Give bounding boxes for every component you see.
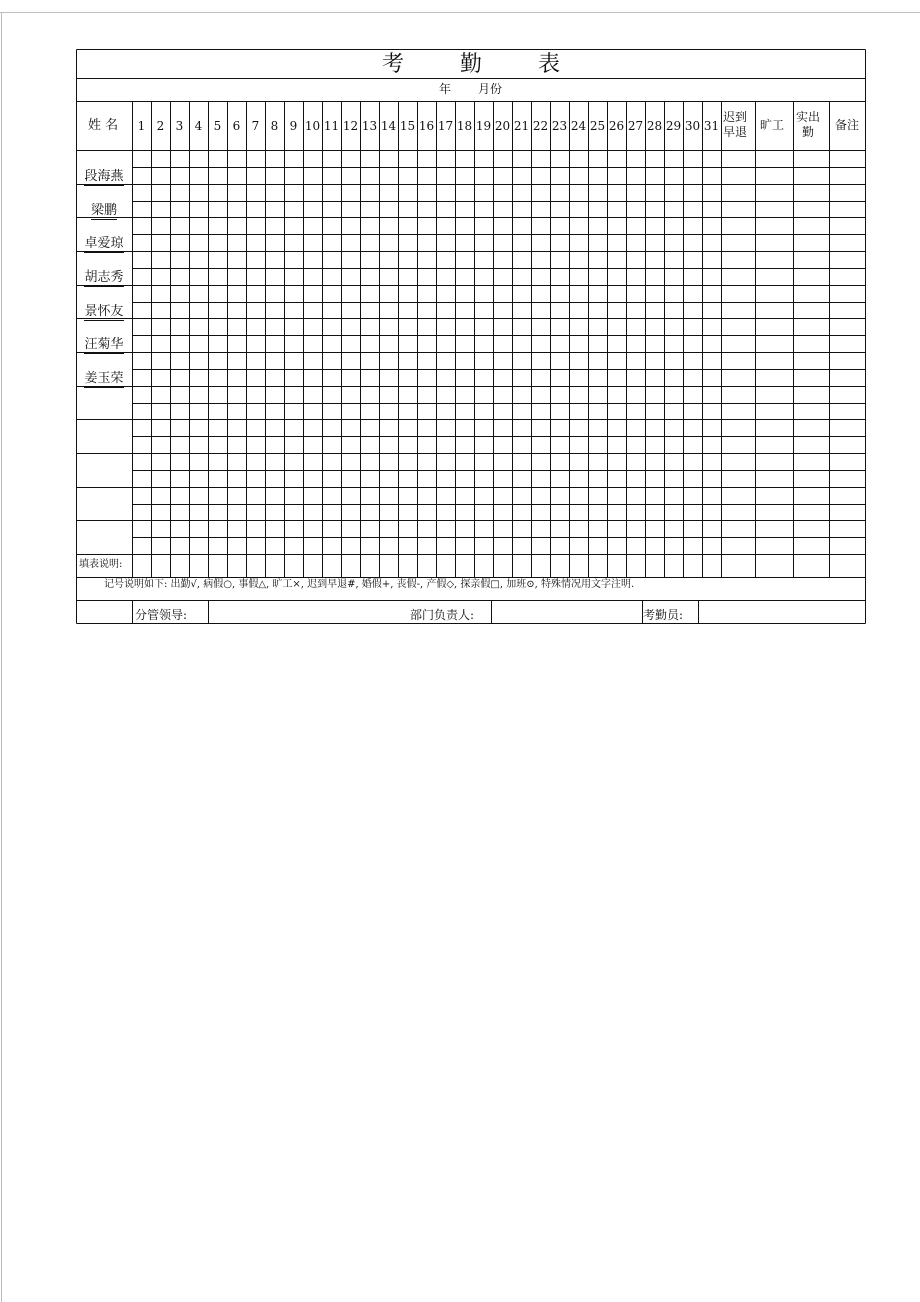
header-day-4: 4 bbox=[194, 119, 203, 133]
title-char-1: 考 bbox=[382, 52, 405, 77]
header-day-17: 17 bbox=[437, 119, 454, 133]
header-day-18: 18 bbox=[456, 119, 473, 133]
header-day-27: 27 bbox=[627, 119, 644, 133]
header-day-26: 26 bbox=[608, 119, 625, 133]
header-day-19: 19 bbox=[475, 119, 492, 133]
header-absent: 旷工 bbox=[760, 118, 785, 132]
header-day-22: 22 bbox=[532, 119, 549, 133]
header-remarks: 备注 bbox=[835, 118, 860, 132]
employee-name bbox=[76, 237, 132, 250]
department-head-label: 部门负责人: bbox=[410, 608, 475, 622]
header-day-24: 24 bbox=[570, 119, 587, 133]
header-day-7: 7 bbox=[251, 119, 260, 133]
title-char-2: 勤 bbox=[460, 52, 483, 77]
header-day-15: 15 bbox=[399, 119, 416, 133]
header-day-11: 11 bbox=[323, 119, 340, 133]
year-label: 年 bbox=[439, 82, 452, 96]
header-day-8: 8 bbox=[270, 119, 279, 133]
supervisor-label: 分管领导: bbox=[135, 608, 188, 622]
header-day-13: 13 bbox=[361, 119, 378, 133]
header-day-25: 25 bbox=[589, 119, 606, 133]
header-actual-attendance: 实出勤 bbox=[796, 110, 821, 139]
title-char-3: 表 bbox=[538, 52, 561, 77]
header-day-23: 23 bbox=[551, 119, 568, 133]
header-day-21: 21 bbox=[513, 119, 530, 133]
employee-name bbox=[76, 271, 132, 284]
header-day-31: 31 bbox=[703, 119, 720, 133]
page-edge-left bbox=[1, 12, 2, 1302]
header-day-28: 28 bbox=[646, 119, 663, 133]
header-day-20: 20 bbox=[494, 119, 511, 133]
header-day-3: 3 bbox=[175, 119, 184, 133]
employee-name-text: 梁鹏 bbox=[90, 203, 117, 218]
header-day-6: 6 bbox=[232, 119, 241, 133]
employee-name bbox=[76, 338, 132, 351]
header-name: 姓 名 bbox=[88, 118, 119, 133]
employee-name-text: 段海燕 bbox=[84, 169, 124, 184]
header-day-2: 2 bbox=[156, 119, 165, 133]
employee-name-text: 景怀友 bbox=[84, 304, 124, 319]
employee-name-text: 卓爱琼 bbox=[84, 236, 124, 251]
legend-text: 记号说明如下: 出勤√, 病假○, 事假△, 旷工×, 迟到早退#, 婚假+, 丧假-, 产假◇, 探亲假□, 加班⊙, 特殊情况用文字注明. bbox=[104, 579, 635, 590]
header-day-29: 29 bbox=[665, 119, 682, 133]
header-day-9: 9 bbox=[289, 119, 298, 133]
employee-name-text: 汪菊华 bbox=[84, 337, 124, 352]
employee-name-text: 胡志秀 bbox=[84, 270, 124, 285]
employee-name-text: 姜玉荣 bbox=[84, 371, 124, 386]
header-day-30: 30 bbox=[684, 119, 701, 133]
attendance-sheet bbox=[76, 49, 866, 624]
month-label: 月份 bbox=[478, 82, 503, 96]
page-edge-top bbox=[0, 12, 920, 13]
employee-name bbox=[76, 170, 132, 183]
header-day-5: 5 bbox=[213, 119, 222, 133]
header-day-16: 16 bbox=[418, 119, 435, 133]
header-day-10: 10 bbox=[304, 119, 321, 133]
employee-name bbox=[76, 204, 132, 217]
employee-name bbox=[76, 305, 132, 318]
fill-note-label: 填表说明: bbox=[79, 559, 123, 570]
employee-name bbox=[76, 372, 132, 385]
attendance-clerk-label: 考勤员: bbox=[643, 608, 684, 622]
header-day-12: 12 bbox=[342, 119, 359, 133]
header-day-1: 1 bbox=[137, 119, 146, 133]
header-day-14: 14 bbox=[380, 119, 397, 133]
header-late-early: 迟到早退 bbox=[722, 110, 747, 139]
